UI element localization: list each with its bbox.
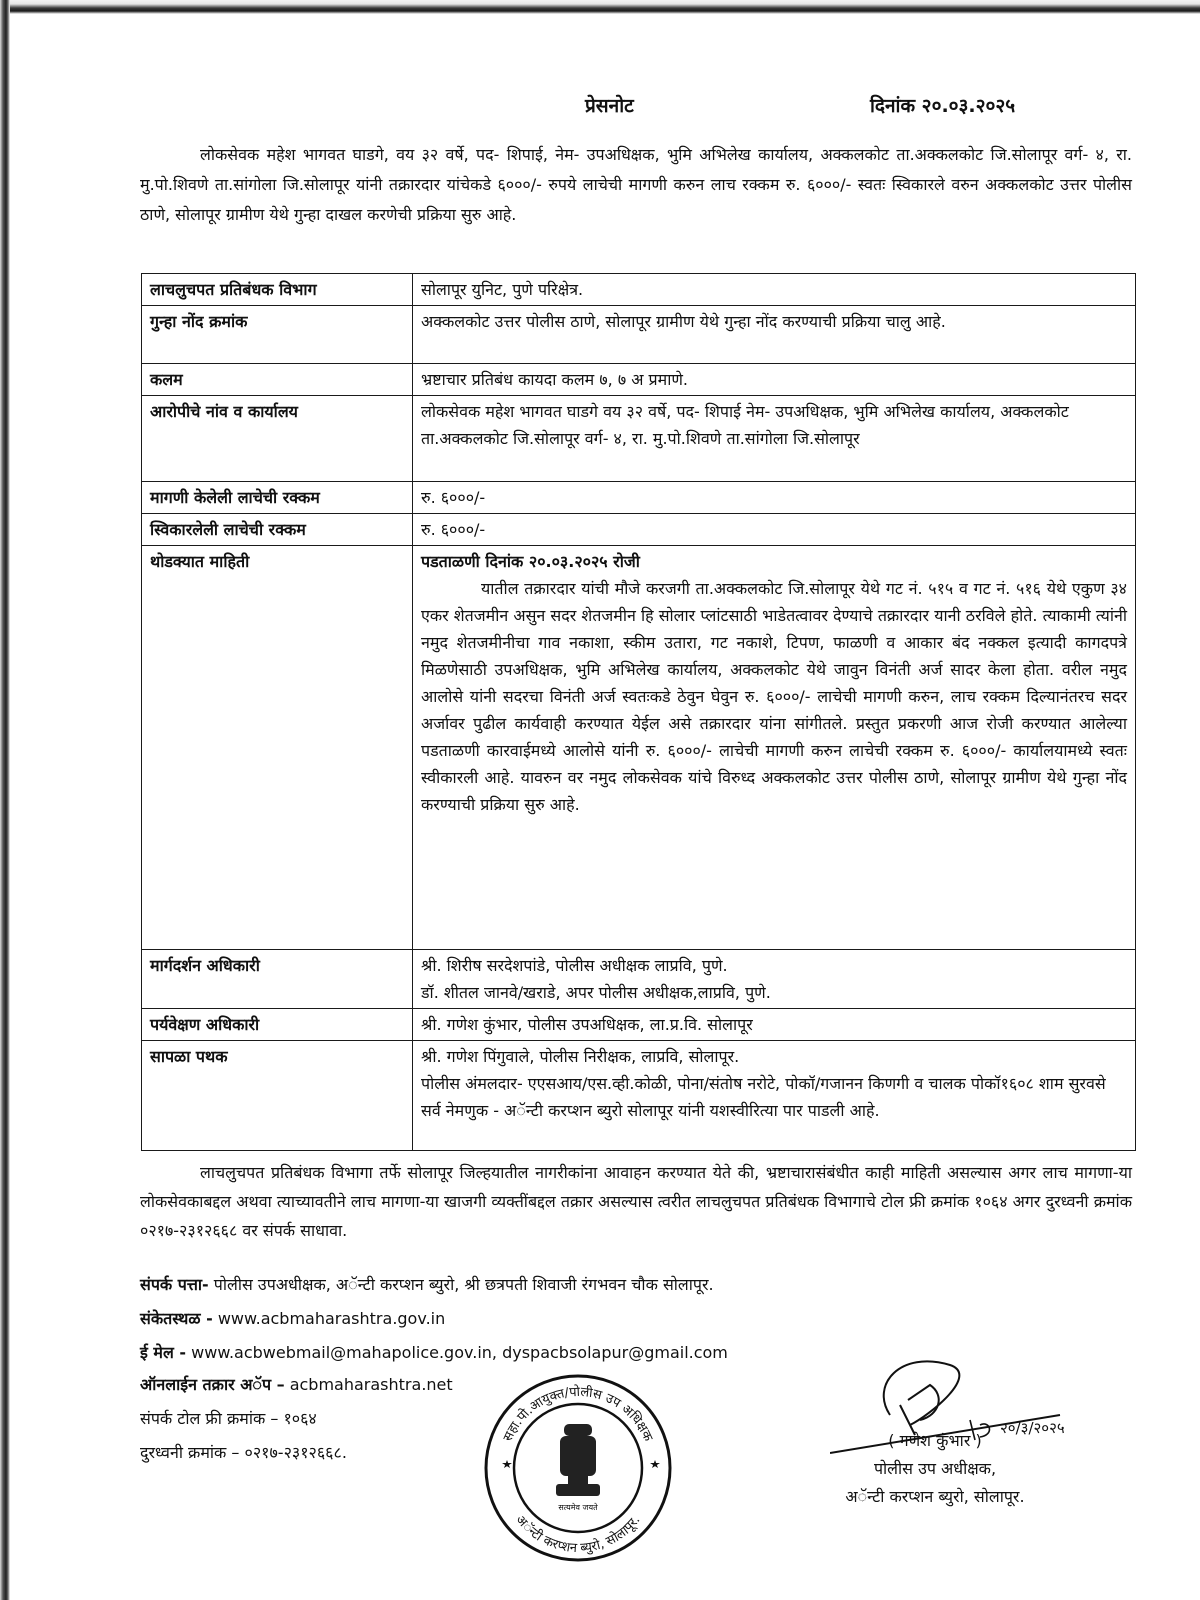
contact-phone: दुरध्वनी क्रमांक – ०२१७-२३१२६६८.	[140, 1443, 347, 1462]
verification-date-heading: पडताळणी दिनांक २०.०३.२०२५ रोजी	[421, 552, 640, 571]
table-row	[142, 274, 1136, 306]
signatory-name: ( गणेश कुंभार )	[888, 1431, 982, 1450]
document-date: दिनांक २०.०३.२०२५	[870, 95, 1016, 117]
contact-address	[140, 1272, 714, 1298]
svg-text:सत्यमेव जयते: सत्यमेव जयते	[558, 1503, 598, 1512]
svg-text:अॅन्टी करप्शन ब्युरो, सोलापूर.: अॅन्टी करप्शन ब्युरो, सोलापूर.	[512, 1512, 644, 1557]
cell-text: पोलीस अंमलदार- एएसआय/एस.व्ही.कोळी, पोना/संतोष नरोटे, पोकॉ/गजानन किणगी व चालक पोकॉ१६०८ शाम सुरवसे सर्व नेमणुक - अॅन्टी करप्शन ब्युरो सोलापूर यांनी यशस्वीरित्या पार पाडली आहे.	[421, 1074, 1106, 1120]
row-label: कलम	[142, 364, 413, 396]
case-details-table	[141, 273, 1136, 1151]
row-value	[413, 396, 1136, 482]
scan-edge-top	[0, 0, 1200, 14]
email-label: ई मेल -	[140, 1343, 187, 1362]
cell-text: श्री. गणेश पिंगुवाले, पोलीस निरीक्षक, लाप्रवि, सोलापूर.	[421, 1047, 740, 1066]
row-label: आरोपीचे नांव व कार्यालय	[142, 396, 413, 482]
cell-text: रु. ६०००/-	[421, 520, 486, 539]
row-value	[413, 514, 1136, 546]
cell-text: सोलापूर युनिट, पुणे परिक्षेत्र.	[421, 280, 584, 299]
table-row	[142, 1041, 1136, 1151]
contact-app	[140, 1372, 453, 1398]
row-value	[413, 482, 1136, 514]
row-value	[413, 306, 1136, 364]
row-value	[413, 274, 1136, 306]
signatory-office: अॅन्टी करप्शन ब्युरो, सोलापूर.	[845, 1487, 1025, 1506]
signatory-designation: पोलीस उप अधीक्षक,	[873, 1459, 997, 1478]
official-seal-icon	[482, 1372, 674, 1564]
row-value	[413, 364, 1136, 396]
table-row	[142, 482, 1136, 514]
website-label: संकेतस्थळ -	[140, 1309, 213, 1328]
cell-text: रु. ६०००/-	[421, 488, 486, 507]
website-link[interactable]: www.acbmaharashtra.gov.in	[217, 1309, 446, 1328]
app-label: ऑनलाईन तक्रार अॅप –	[140, 1375, 285, 1394]
row-label: थोडक्यात माहिती	[142, 546, 413, 950]
cell-text: श्री. शिरीष सरदेशपांडे, पोलीस अधीक्षक लाप्रवि, पुणे.	[421, 956, 728, 975]
row-value	[413, 950, 1136, 1009]
cell-text: अक्कलकोट उत्तर पोलीस ठाणे, सोलापूर ग्रामीण येथे गुन्हा नोंद करण्याची प्रक्रिया चालु आहे.	[421, 312, 946, 331]
email-link[interactable]: www.acbwebmail@mahapolice.gov.in, dyspacbsolapur@gmail.com	[191, 1343, 728, 1362]
row-label: मार्गदर्शन अधिकारी	[142, 950, 413, 1009]
cell-text: लोकसेवक महेश भागवत घाडगे वय ३२ वर्षे, पद- शिपाई नेम- उपअधिक्षक, भुमि अभिलेख कार्यालय, अक्कलकोट ता.अक्कलकोट जि.सोलापूर वर्ग- ४, रा. मु.पो.शिवणे ता.सांगोला जि.सोलापूर	[421, 402, 1069, 448]
cell-text: डॉ. शीतल जानवे/खराडे, अपर पोलीस अधीक्षक,लाप्रवि, पुणे.	[421, 983, 771, 1002]
row-value	[413, 1041, 1136, 1151]
national-emblem-icon	[556, 1424, 600, 1496]
address-label: संपर्क पत्ता-	[140, 1275, 209, 1294]
public-appeal-paragraph: लाचलुचपत प्रतिबंधक विभागा तर्फे सोलापूर जिल्हयातील नागरीकांना आवाहन करण्यात येते की, भ्रष्टाचारासंबंधीत काही माहिती असल्यास अगर लाच मागणा-या लोकसेवकाबद्दल अथवा त्याच्यावतीने लाच मागणा-या खाजगी व्यक्तींबद्दल तक्रार असल्यास त्वरीत लाचलुचपत प्रतिबंधक विभागाचे टोल फ्री क्रमांक १०६४ अगर दुरध्वनी क्रमांक ०२१७-२३१२६६८ वर संपर्क साधावा.	[140, 1163, 1132, 1240]
address-value: पोलीस उपअधीक्षक, अॅन्टी करप्शन ब्युरो, श्री छत्रपती शिवाजी रंगभवन चौक सोलापूर.	[213, 1275, 714, 1294]
table-row	[142, 546, 1136, 950]
table-row	[142, 514, 1136, 546]
row-label: पर्यवेक्षण अधिकारी	[142, 1009, 413, 1041]
table-row	[142, 396, 1136, 482]
cell-text: भ्रष्टाचार प्रतिबंध कायदा कलम ७, ७ अ प्रमाणे.	[421, 370, 689, 389]
row-label: सापळा पथक	[142, 1041, 413, 1151]
scan-edge-left	[0, 0, 10, 1600]
app-link[interactable]: acbmaharashtra.net	[289, 1375, 453, 1394]
row-value	[413, 546, 1136, 950]
document-title: प्रेसनोट	[585, 95, 634, 117]
table-row	[142, 306, 1136, 364]
contact-website	[140, 1306, 445, 1332]
svg-text:२०/३/२०२५: २०/३/२०२५	[1000, 1419, 1065, 1437]
contact-email	[140, 1340, 728, 1366]
table-row	[142, 950, 1136, 1009]
cell-text: श्री. गणेश कुंभार, पोलीस उपअधिक्षक, ला.प्र.वि. सोलापूर	[421, 1015, 753, 1034]
row-label: स्विकारलेली लाचेची रक्कम	[142, 514, 413, 546]
intro-paragraph: लोकसेवक महेश भागवत घाडगे, वय ३२ वर्षे, पद- शिपाई, नेम- उपअधिक्षक, भुमि अभिलेख कार्यालय, अक्कलकोट ता.अक्कलकोट जि.सोलापूर वर्ग- ४, रा. मु.पो.शिवणे ता.सांगोला जि.सोलापूर यांनी तक्रारदार यांचेकडे ६०००/- रुपये लाचेची मागणी करुन लाच रक्कम रु. ६०००/- स्वतः स्विकारले वरुन अक्कलकोट उत्तर पोलीस ठाणे, सोलापूर ग्रामीण येथे गुन्हा दाखल करणेची प्रक्रिया सुरु आहे.	[140, 145, 1132, 224]
row-label: लाचलुचपत प्रतिबंधक विभाग	[142, 274, 413, 306]
table-row	[142, 1009, 1136, 1041]
row-value	[413, 1009, 1136, 1041]
contact-tollfree: संपर्क टोल फ्री क्रमांक – १०६४	[140, 1409, 317, 1428]
svg-text:सहा.पो.आयुक्त/पोलीस उप अधिक्षक: सहा.पो.आयुक्त/पोलीस उप अधिक्षक	[500, 1384, 656, 1444]
row-label: मागणी केलेली लाचेची रक्कम	[142, 482, 413, 514]
summary-text: यातील तक्रारदार यांची मौजे करजगी ता.अक्कलकोट जि.सोलापूर येथे गट नं. ५१५ व गट नं. ५१६ येथे एकुण ३४ एकर शेतजमीन असुन सदर शेतजमीन हि सोलार प्लांटसाठी भाडेतत्वावर देण्याचे तक्रारदार यानी ठरविले होते. त्याकामी त्यांनी नमुद शेतजमीनीचा गाव नकाशा, स्कीम उतारा, गट नकाशे, टिपण, फाळणी व आकार बंद नक्कल इत्यादी कागदपत्रे मिळणेसाठी उपअधिक्षक, भुमि अभिलेख कार्यालय, अक्कलकोट येथे जावुन विनंती अर्ज सादर केला होता. वरील नमुद आलोसे यांनी सदरचा विनंती अर्ज स्वतःकडे ठेवुन घेवुन रु. ६०००/- लाचेची मागणी करुन, लाच रक्कम दिल्यानंतरच सदर अर्जावर पुढील कार्यवाही करण्यात येईल असे तक्रारदार यांना सांगीतले. प्रस्तुत प्रकरणी आज रोजी करण्यात आलेल्या पडताळणी कारवाईमध्ये आलोसे यांनी रु. ६०००/- लाचेची मागणी करुन लाचेची रक्कम रु. ६०००/- कार्यालयामध्ये स्वतः स्वीकारली आहे. यावरुन वर नमुद लोकसेवक यांचे विरुध्द अक्कलकोट उत्तर पोलीस ठाणे, सोलापूर ग्रामीण येथे गुन्हा नोंद करण्याची प्रक्रिया सुरु आहे.	[421, 579, 1127, 814]
table-row	[142, 364, 1136, 396]
row-label: गुन्हा नोंद क्रमांक	[142, 306, 413, 364]
